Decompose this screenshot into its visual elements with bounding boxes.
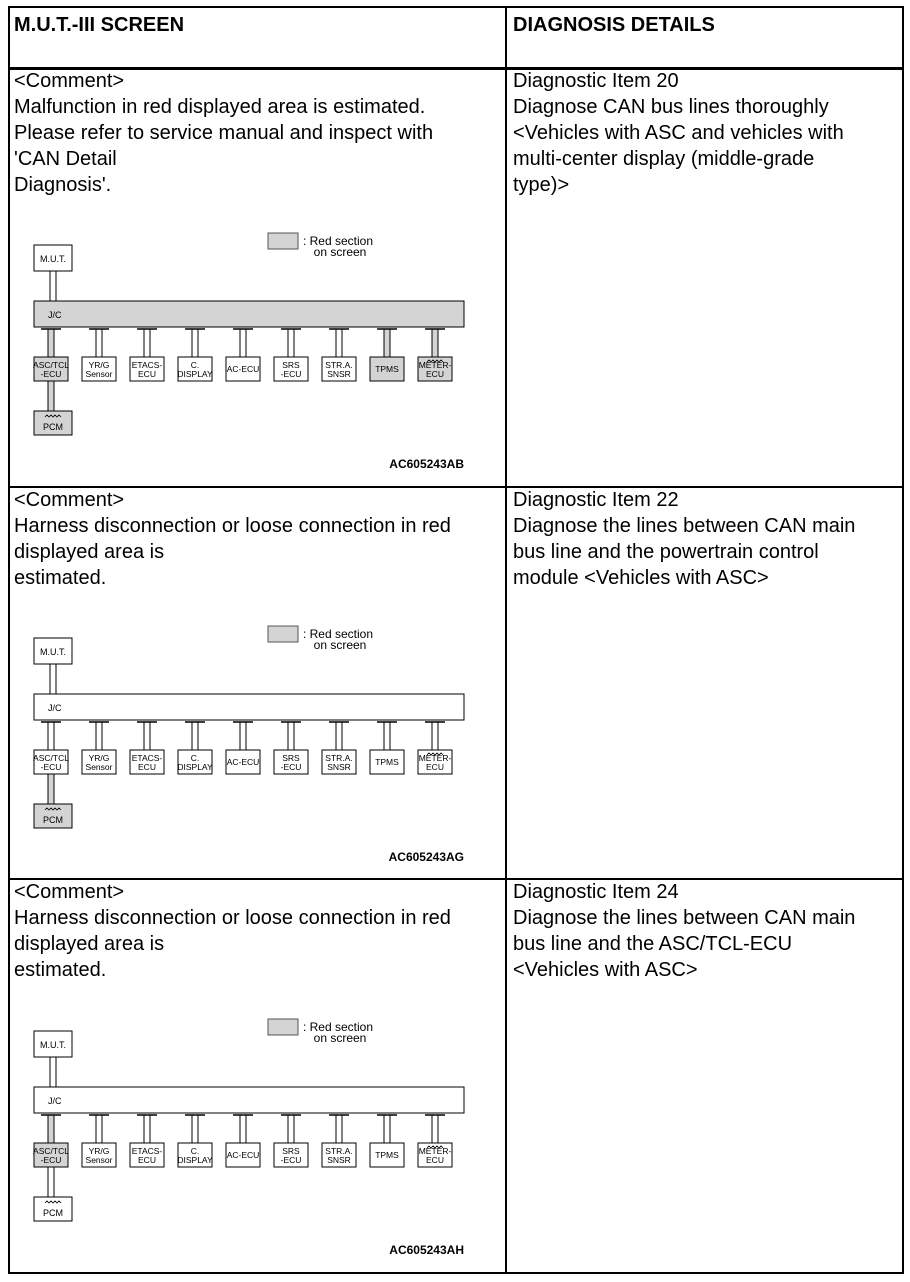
ecu-label-str_a_snsr-2: SNSR: [327, 762, 351, 772]
pcm-label: PCM: [43, 815, 63, 825]
ecu-label-ac_ecu: AC-ECU: [226, 364, 260, 374]
ecu-label-str_a_snsr-2: SNSR: [327, 369, 351, 379]
ecu-label-srs_ecu-2: -ECU: [280, 762, 302, 772]
legend-label-2: on screen: [313, 245, 367, 259]
stub-etacs_ecu: [144, 1115, 150, 1143]
can-diagram-1: [20, 221, 470, 491]
stub-asc_tcl_ecu: [48, 329, 54, 357]
stub-asc_tcl_ecu: [48, 1115, 54, 1143]
row-1-comment: <Comment> Malfunction in red displayed area is estimated. Please refer to service manual and inspect with 'CAN Detail Diagnosis'.: [14, 70, 434, 196]
jc-label: J/C: [48, 703, 62, 713]
figure-code: AC605243AB: [389, 457, 464, 471]
ecu-label-tpms: TPMS: [375, 364, 399, 374]
jc-label: J/C: [48, 310, 62, 320]
pcm-connector: [48, 381, 54, 411]
stub-ac_ecu: [240, 722, 246, 750]
legend-label-2: on screen: [313, 638, 367, 652]
stub-srs_ecu: [288, 1115, 294, 1143]
stub-str_a_snsr: [336, 1115, 342, 1143]
ecu-label-c_display-2: DISPLAY: [177, 1155, 213, 1165]
stub-yrg_sensor: [96, 329, 102, 357]
ecu-label-meter_ecu-2: ECU: [426, 1155, 444, 1165]
mut-connector: [50, 271, 56, 301]
ecu-label-asc_tcl_ecu-2: -ECU: [40, 369, 62, 379]
ecu-label-meter_ecu-2: ECU: [426, 762, 444, 772]
ecu-label-asc_tcl_ecu-2: -ECU: [40, 1155, 62, 1165]
pcm-connector: [48, 1167, 54, 1197]
row-1-details: Diagnostic Item 20 Diagnose CAN bus lines thoroughly <Vehicles with ASC and vehicles with multi-center display (middle-grade type)>: [513, 70, 844, 196]
stub-etacs_ecu: [144, 722, 150, 750]
ecu-label-yrg_sensor-1: YR/G: [88, 1146, 110, 1156]
ecu-label-asc_tcl_ecu-2: -ECU: [40, 762, 62, 772]
ecu-label-str_a_snsr-1: STR.A.: [325, 753, 353, 763]
pcm-label: PCM: [43, 422, 63, 432]
stub-c_display: [192, 722, 198, 750]
ecu-label-ac_ecu: AC-ECU: [226, 757, 260, 767]
ecu-label-yrg_sensor-1: YR/G: [88, 360, 110, 370]
stub-str_a_snsr: [336, 722, 342, 750]
mut-label: M.U.T.: [40, 254, 66, 264]
row-2-details: Diagnostic Item 22 Diagnose the lines between CAN main bus line and the powertrain control module <Vehicles with ASC>: [513, 489, 856, 589]
can-bus-diagram: [20, 614, 470, 874]
legend-label-1: : Red section: [302, 234, 374, 248]
jc-bar: [34, 301, 464, 327]
ecu-label-srs_ecu-1: SRS: [282, 360, 300, 370]
ecu-label-meter_ecu-2: ECU: [426, 369, 444, 379]
stub-srs_ecu: [288, 329, 294, 357]
ecu-label-etacs_ecu-2: ECU: [138, 369, 156, 379]
stub-srs_ecu: [288, 722, 294, 750]
mut-label: M.U.T.: [40, 647, 66, 657]
stub-asc_tcl_ecu: [48, 722, 54, 750]
ecu-label-etacs_ecu-1: ETACS-: [131, 753, 163, 763]
stub-ac_ecu: [240, 1115, 246, 1143]
legend-swatch: [268, 1019, 298, 1035]
jc-bar: [34, 1087, 464, 1113]
ecu-label-srs_ecu-1: SRS: [282, 1146, 300, 1156]
stub-meter_ecu: [432, 1115, 438, 1143]
stub-meter_ecu: [432, 329, 438, 357]
legend-swatch: [268, 626, 298, 642]
ecu-label-str_a_snsr-1: STR.A.: [325, 360, 353, 370]
ecu-label-srs_ecu-2: -ECU: [280, 1155, 302, 1165]
ecu-label-tpms: TPMS: [375, 757, 399, 767]
stub-ac_ecu: [240, 329, 246, 357]
can-diagram-2: [20, 614, 470, 884]
stub-tpms: [384, 722, 390, 750]
column-divider: [505, 6, 507, 1274]
header-details: DIAGNOSIS DETAILS: [513, 14, 715, 36]
can-bus-diagram: [20, 1007, 470, 1267]
legend-label-1: : Red section: [302, 1020, 374, 1034]
stub-tpms: [384, 329, 390, 357]
mut-label: M.U.T.: [40, 1040, 66, 1050]
ecu-label-etacs_ecu-2: ECU: [138, 762, 156, 772]
ecu-label-srs_ecu-1: SRS: [282, 753, 300, 763]
row-2-comment: <Comment> Harness disconnection or loose connection in red displayed area is estimated.: [14, 489, 451, 589]
table-border-top: [8, 6, 904, 8]
pcm-label: PCM: [43, 1208, 63, 1218]
table-border-right: [902, 6, 904, 1274]
ecu-label-etacs_ecu-1: ETACS-: [131, 360, 163, 370]
ecu-label-etacs_ecu-1: ETACS-: [131, 1146, 163, 1156]
ecu-label-ac_ecu: AC-ECU: [226, 1150, 260, 1160]
ecu-label-meter_ecu-1: METER-: [418, 360, 452, 370]
ecu-label-meter_ecu-1: METER-: [418, 753, 452, 763]
ecu-label-meter_ecu-1: METER-: [418, 1146, 452, 1156]
ecu-label-srs_ecu-2: -ECU: [280, 369, 302, 379]
ecu-label-c_display-1: C.: [190, 360, 200, 370]
jc-label: J/C: [48, 1096, 62, 1106]
stub-tpms: [384, 1115, 390, 1143]
figure-code: AC605243AH: [389, 1243, 464, 1257]
legend-label-2: on screen: [313, 1031, 367, 1045]
ecu-label-yrg_sensor-2: Sensor: [85, 1155, 113, 1165]
stub-c_display: [192, 1115, 198, 1143]
ecu-label-asc_tcl_ecu-1: ASC/TCL: [33, 360, 69, 370]
row-3-comment: <Comment> Harness disconnection or loose connection in red displayed area is estimated.: [14, 881, 451, 981]
mut-connector: [50, 664, 56, 694]
row-3-details: Diagnostic Item 24 Diagnose the lines between CAN main bus line and the ASC/TCL-ECU <Vehicles with ASC>: [513, 881, 856, 981]
ecu-label-str_a_snsr-1: STR.A.: [325, 1146, 353, 1156]
stub-yrg_sensor: [96, 722, 102, 750]
ecu-label-c_display-2: DISPLAY: [177, 369, 213, 379]
ecu-label-etacs_ecu-2: ECU: [138, 1155, 156, 1165]
stub-yrg_sensor: [96, 1115, 102, 1143]
table-border-left: [8, 6, 10, 1274]
mut-connector: [50, 1057, 56, 1087]
ecu-label-asc_tcl_ecu-1: ASC/TCL: [33, 753, 69, 763]
ecu-label-c_display-1: C.: [190, 1146, 200, 1156]
ecu-label-yrg_sensor-2: Sensor: [85, 762, 113, 772]
stub-str_a_snsr: [336, 329, 342, 357]
ecu-label-asc_tcl_ecu-1: ASC/TCL: [33, 1146, 69, 1156]
figure-code: AC605243AG: [388, 850, 464, 864]
pcm-connector: [48, 774, 54, 804]
can-bus-diagram: [20, 221, 470, 481]
legend-swatch: [268, 233, 298, 249]
stub-etacs_ecu: [144, 329, 150, 357]
ecu-label-yrg_sensor-1: YR/G: [88, 753, 110, 763]
ecu-label-tpms: TPMS: [375, 1150, 399, 1160]
can-diagram-3: [20, 1007, 470, 1277]
ecu-label-str_a_snsr-2: SNSR: [327, 1155, 351, 1165]
legend-label-1: : Red section: [302, 627, 374, 641]
ecu-label-c_display-1: C.: [190, 753, 200, 763]
header-screen: M.U.T.-III SCREEN: [14, 14, 185, 36]
stub-meter_ecu: [432, 722, 438, 750]
jc-bar: [34, 694, 464, 720]
ecu-label-c_display-2: DISPLAY: [177, 762, 213, 772]
stub-c_display: [192, 329, 198, 357]
ecu-label-yrg_sensor-2: Sensor: [85, 369, 113, 379]
diagnosis-table: [8, 6, 904, 1274]
